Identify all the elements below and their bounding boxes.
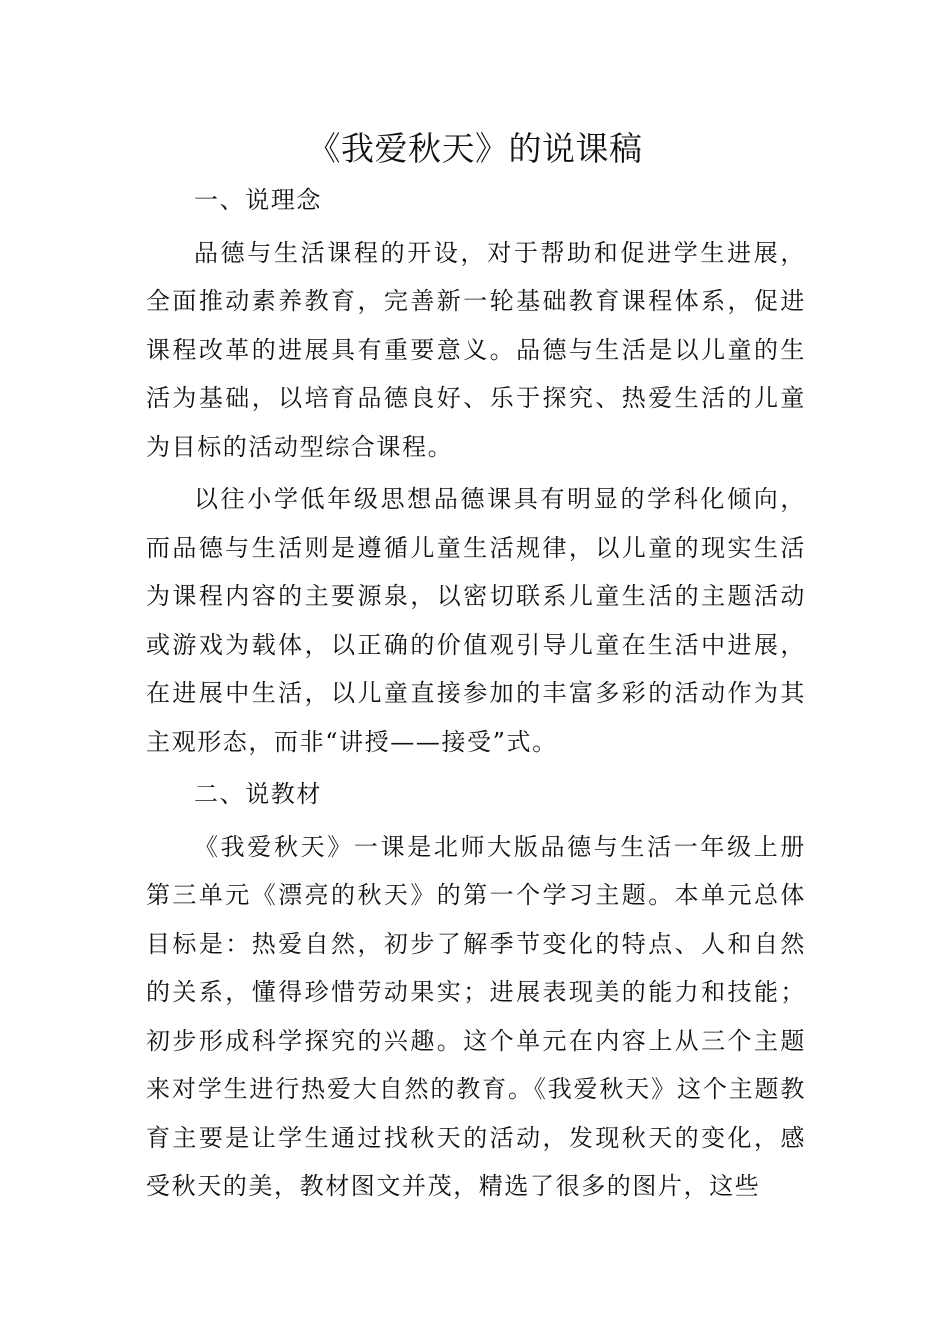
- paragraph-concept-2: 以往小学低年级思想品德课具有明显的学科化倾向，而品德与生活则是遵循儿童生活规律，以儿童的现实生活为课程内容的主要源泉，以密切联系儿童生活的主题活动或游戏为载体，以正确的价值观引导儿童在生活中进展，在进展中生活，以儿童直接参加的丰富多彩的活动作为其主观形态，而非“讲授——接受”式。: [146, 485, 806, 756]
- paragraph-concept-1: 品德与生活课程的开设，对于帮助和促进学生进展，全面推动素养教育，完善新一轮基础教育课程体系，促进课程改革的进展具有重要意义。品德与生活是以儿童的生活为基础，以培育品德良好、乐于探究、热爱生活的儿童为目标的活动型综合课程。: [146, 238, 806, 461]
- section-heading-textbook: 二、说教材: [194, 780, 322, 808]
- document-title: 《我爱秋天》的说课稿: [307, 129, 643, 168]
- paragraph-textbook-1: 《我爱秋天》一课是北师大版品德与生活一年级上册第三单元《漂亮的秋天》的第一个学习主题。本单元总体目标是：热爱自然，初步了解季节变化的特点、人和自然的关系，懂得珍惜劳动果实；进展表现美的能力和技能；初步形成科学探究的兴趣。这个单元在内容上从三个主题来对学生进行热爱大自然的教育。《我爱秋天》这个主题教育主要是让学生通过找秋天的活动，发现秋天的变化，感受秋天的美，教材图文并茂，精选了很多的图片，这些: [146, 832, 806, 1200]
- section-heading-concept: 一、说理念: [194, 186, 322, 214]
- document-body: [146, 176, 806, 1211]
